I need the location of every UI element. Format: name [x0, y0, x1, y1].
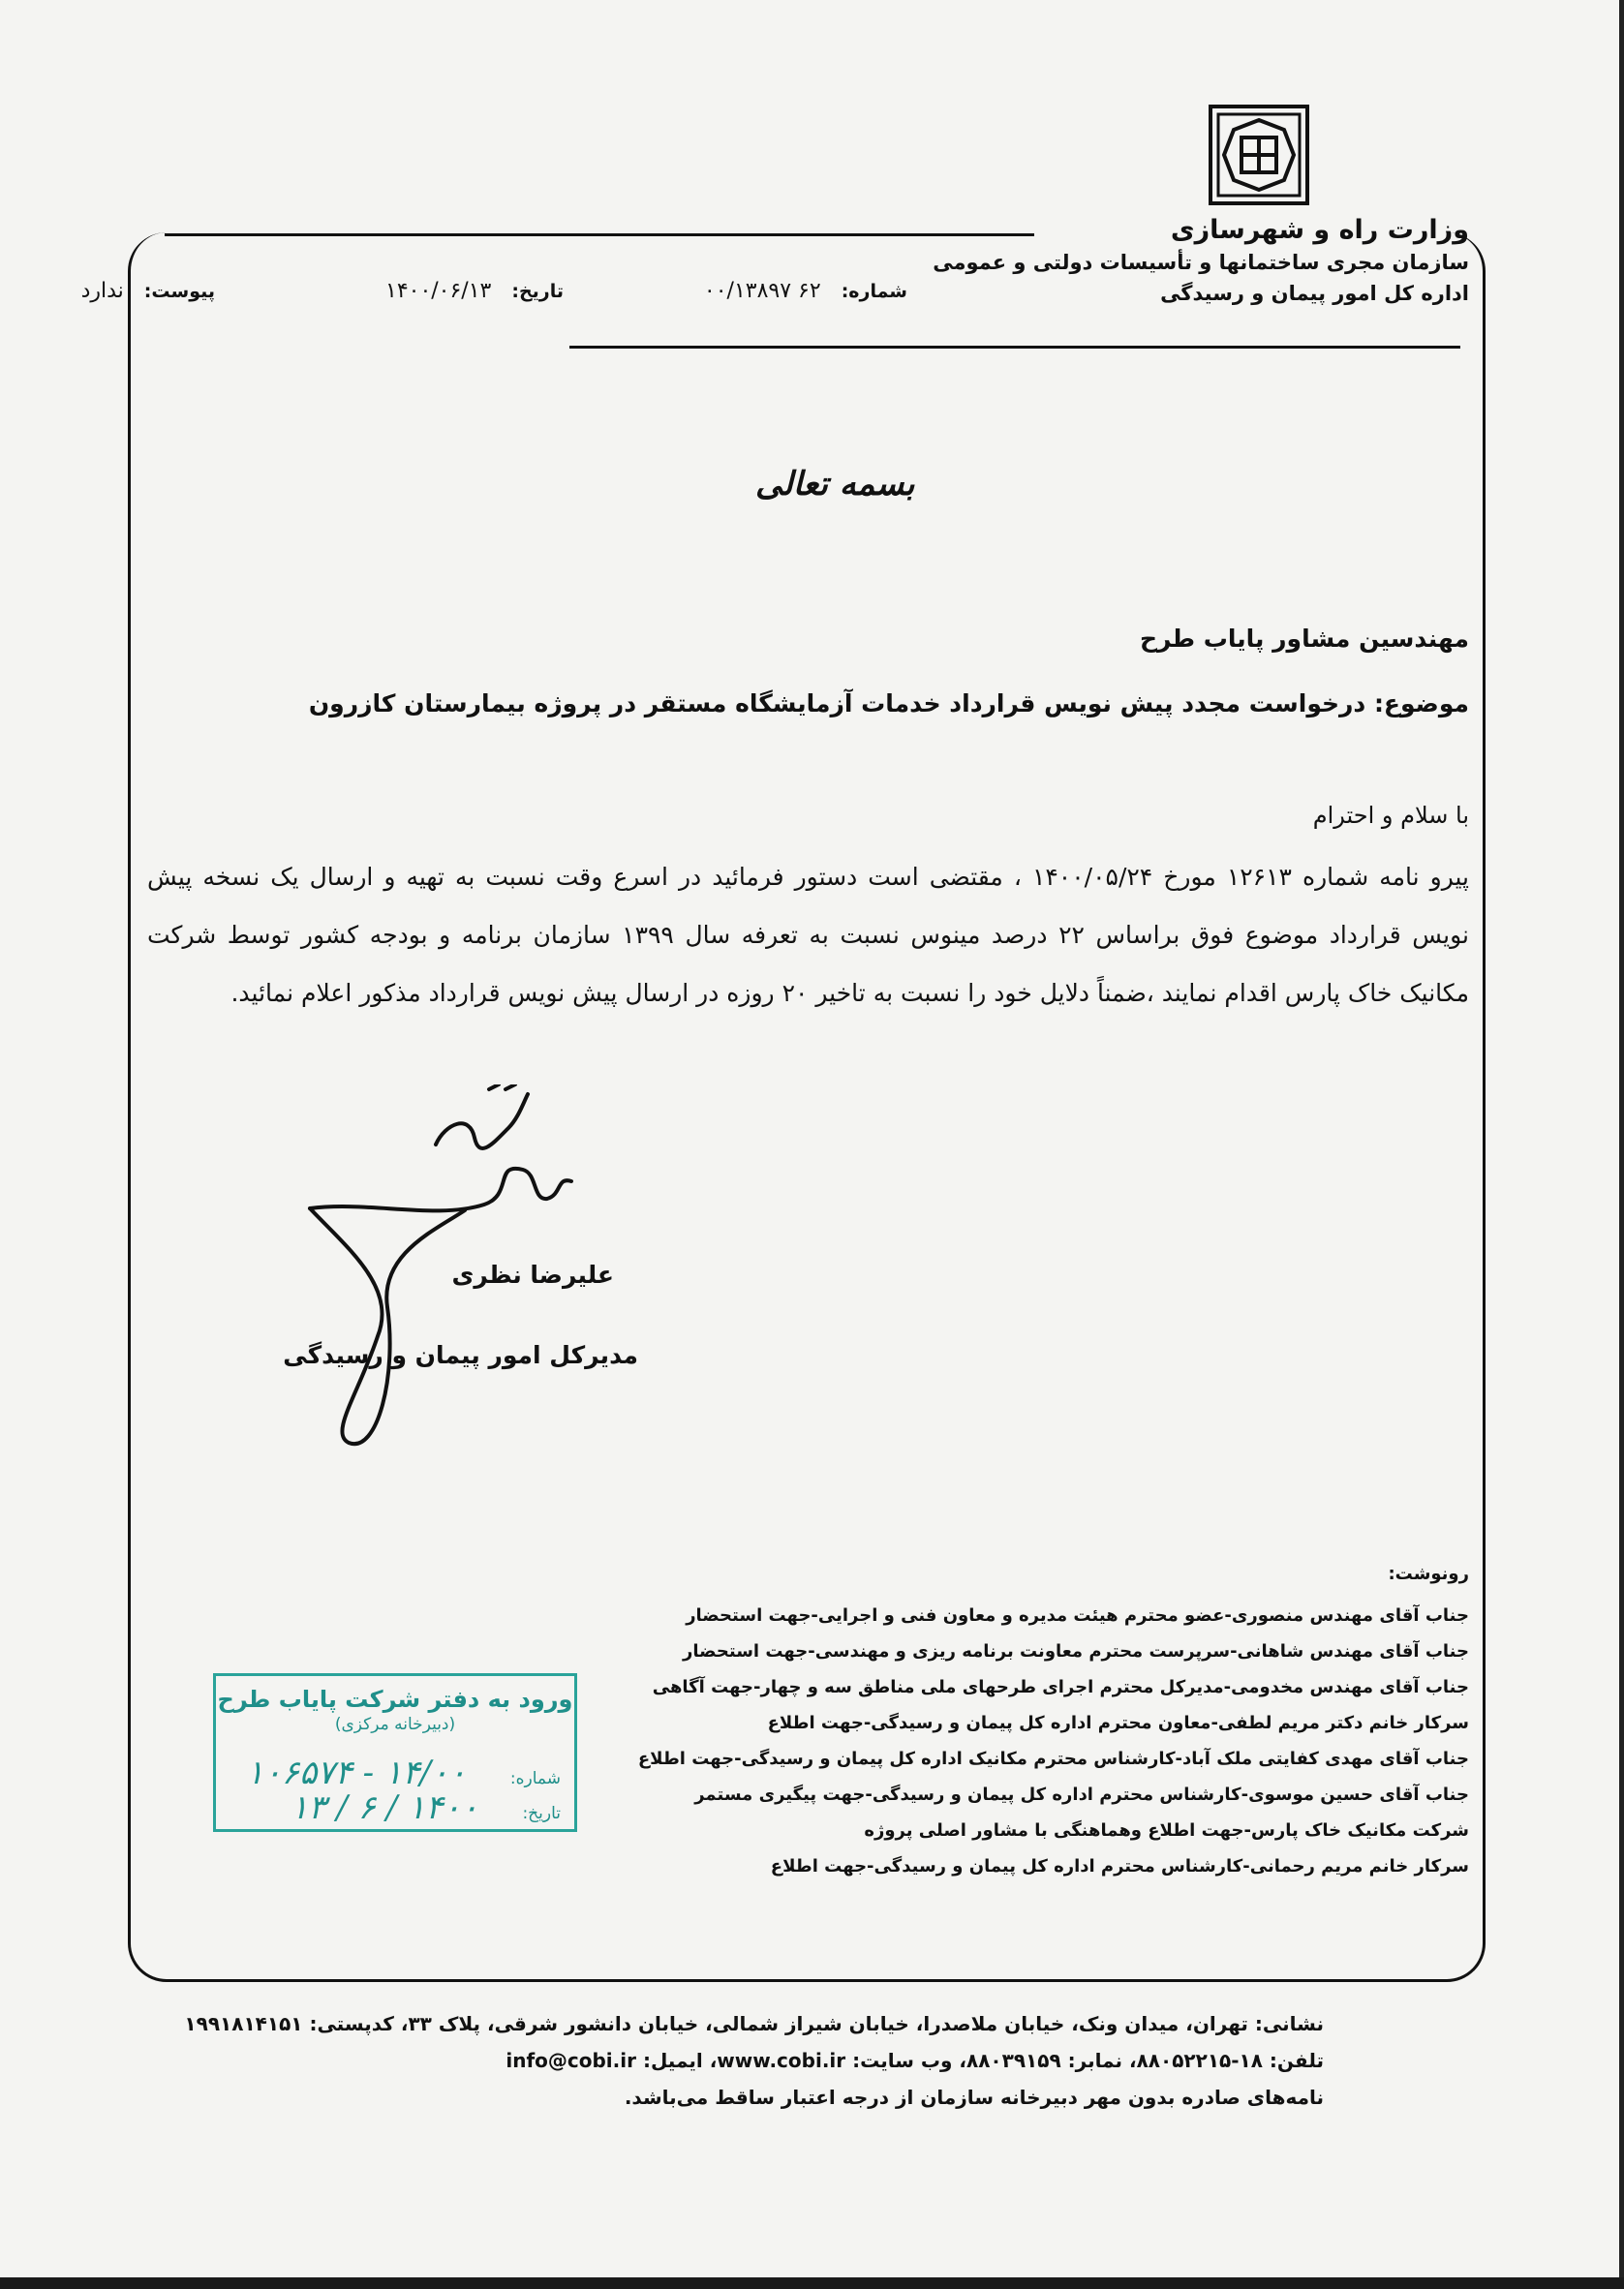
letter-number	[704, 279, 907, 303]
scan-bottom-edge	[0, 2277, 1624, 2289]
cc-item: جناب آقای مهندس شاهانی-سرپرست محترم معاونت برنامه ریزی و مهندسی-جهت استحضار	[683, 1641, 1469, 1662]
letter-attachment	[81, 279, 215, 303]
department-name: اداره کل امور پیمان و رسیدگی	[1160, 282, 1469, 305]
signer-name: علیرضا نظری	[451, 1261, 614, 1289]
stamp-date-label: تاریخ:	[522, 1804, 561, 1823]
cc-item: جناب آقای مهندس منصوری-عضو محترم هیئت مدیره و معاون فنی و اجرایی-جهت استحضار	[686, 1605, 1469, 1626]
recipient: مهندسین مشاور پایاب طرح	[1139, 625, 1469, 653]
footer-notice: نامه‌های صادره بدون مهر دبیرخانه سازمان از درجه اعتبار ساقط می‌باشد.	[624, 2086, 1324, 2109]
attachment-value: ندارد	[80, 279, 124, 303]
stamp-date	[291, 1788, 561, 1827]
receipt-stamp	[213, 1673, 577, 1832]
date-label: تاریخ:	[511, 281, 564, 302]
stamp-number-label: شماره:	[509, 1769, 561, 1788]
stamp-subtitle: (دبیرخانه مرکزی)	[334, 1715, 456, 1734]
scan-edge	[1619, 0, 1624, 2289]
stamp-number	[246, 1754, 561, 1792]
number-value: ۶۲ ۰۰/۱۳۸۹۷	[703, 279, 821, 303]
header-divider	[569, 346, 1460, 349]
signer-title: مدیرکل امور پیمان و رسیدگی	[283, 1341, 638, 1369]
cc-item: سرکار خانم دکتر مریم لطفی-معاون محترم اداره کل پیمان و رسیدگی-جهت اطلاع	[767, 1713, 1469, 1733]
cc-list	[638, 1598, 1469, 1884]
letter-body: پیرو نامه شماره ۱۲۶۱۳ مورخ ۱۴۰۰/۰۵/۲۴ ، مقتضی است دستور فرمائید در اسرع وقت نسبت به تهیه و ارسال یک نسخه پیش نویس قرارداد موضوع فوق براساس ۲۲ درصد مینوس نسبت به تعرفه سال ۱۳۹۹ سازمان برنامه و بودجه کشور توسط شرکت مکانیک خاک پارس اقدام نمایند ،ضمناً دلایل خود را نسبت به تاخیر ۲۰ روزه در ارسال پیش نویس قرارداد مذکور اعلام نمائید.	[147, 863, 1469, 1007]
letter-date	[385, 279, 564, 303]
greeting: با سلام و احترام	[1312, 802, 1469, 829]
organization-name: سازمان مجری ساختمانها و تأسیسات دولتی و عمومی	[933, 251, 1469, 274]
date-value: ۱۴۰۰/۰۶/۱۳	[385, 279, 492, 303]
ministry-logo-icon	[1209, 105, 1309, 205]
stamp-title: ورود به دفتر شرکت پایاب طرح	[217, 1686, 573, 1713]
subject: موضوع: درخواست مجدد پیش نویس قرارداد خدمات آزمایشگاه مستقر در پروژه بیمارستان کازرون	[308, 689, 1469, 717]
cc-item: شرکت مکانیک خاک پارس-جهت اطلاع وهماهنگی با مشاور اصلی پروژه	[864, 1820, 1469, 1841]
footer	[184, 2012, 1324, 2122]
cc-item: جناب آقای مهندس مخدومی-مدیرکل محترم اجرای طرحهای ملی مناطق سه و چهار-جهت آگاهی	[652, 1677, 1469, 1697]
stamp-number-value: ۱۴/۰۰ - ۱۰۶۵۷۴	[246, 1754, 467, 1792]
cc-item: جناب آقای مهدی کفایتی ملک آباد-کارشناس محترم مکانیک اداره کل پیمان و رسیدگی-جهت اطلاع	[637, 1749, 1469, 1769]
cc-item: سرکار خانم مریم رحمانی-کارشناس محترم اداره کل پیمان و رسیدگی-جهت اطلاع	[770, 1856, 1469, 1877]
attachment-label: پیوست:	[143, 281, 215, 302]
ministry-name: وزارت راه و شهرسازی	[1170, 215, 1469, 245]
stamp-date-value: ۱۴۰۰ / ۶ / ۱۳	[291, 1788, 479, 1827]
cc-title: رونوشت:	[1388, 1564, 1469, 1584]
cc-item: جناب آقای حسین موسوی-کارشناس محترم اداره کل پیمان و رسیدگی-جهت پیگیری مستمر	[694, 1785, 1469, 1805]
basmala: بسمه تعالی	[755, 465, 915, 504]
footer-address: نشانی: تهران، میدان ونک، خیابان ملاصدرا، خیابان شیراز شمالی، خیابان دانشور شرقی، پلاک ۳۳، کدپستی: ۱۹۹۱۸۱۴۱۵۱	[184, 2012, 1324, 2035]
number-label: شماره:	[841, 281, 907, 302]
footer-contact: تلفن: ۱۸-۸۸۰۵۲۲۱۵، نمابر: ۸۸۰۳۹۱۵۹، وب سایت: www.cobi.ir، ایمیل: info@cobi.ir	[506, 2049, 1324, 2072]
